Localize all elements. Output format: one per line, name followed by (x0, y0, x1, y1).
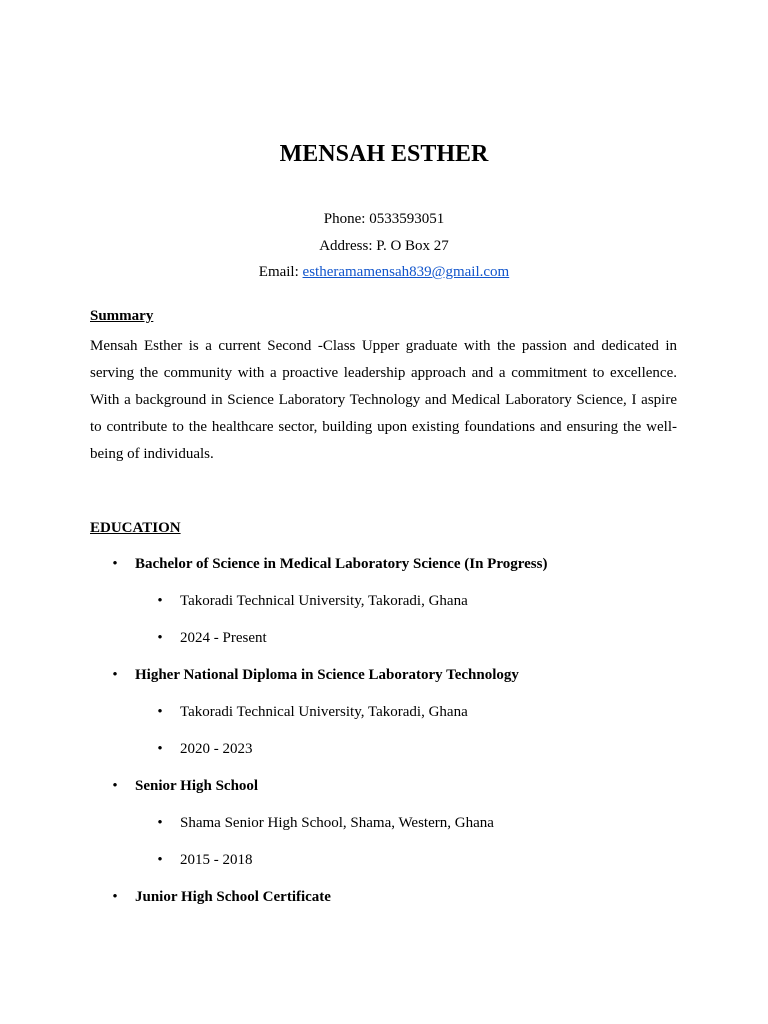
resume-name: MENSAH ESTHER (279, 141, 489, 167)
institution: Takoradi Technical University, Takoradi, Ghana (180, 593, 468, 609)
degree-title: Higher National Diploma in Science Laboratory Technology (135, 667, 519, 683)
education-list (0, 551, 768, 921)
sub-bullet: • (157, 593, 163, 609)
sub-bullet: • (157, 630, 163, 646)
years: 2015 - 2018 (180, 852, 253, 868)
degree-title: Junior High School Certificate (135, 889, 331, 905)
phone-value: 0533593051 (369, 211, 445, 227)
sub-bullet: • (157, 815, 163, 831)
bullet: • (112, 556, 118, 572)
education-entry (0, 884, 768, 921)
bullet: • (112, 667, 118, 683)
education-detail (0, 625, 768, 662)
sub-bullet: • (157, 704, 163, 720)
contact-block (0, 206, 768, 286)
education-heading: EDUCATION (90, 520, 181, 536)
institution: Shama Senior High School, Shama, Western, Ghana (180, 815, 494, 831)
phone-line (0, 206, 768, 233)
education-detail (0, 810, 768, 847)
email-label: Email: (258, 264, 299, 280)
education-detail (0, 847, 768, 884)
summary-heading: Summary (90, 308, 154, 324)
education-detail (0, 736, 768, 773)
education-entry (0, 551, 768, 588)
email-link[interactable]: estheramamensah839@gmail.com (302, 264, 510, 280)
address-label: Address: (319, 237, 373, 254)
address-line (0, 233, 768, 260)
email-line (0, 259, 768, 286)
education-detail (0, 588, 768, 625)
education-detail (0, 699, 768, 736)
degree-title: Senior High School (135, 778, 259, 794)
years: 2024 - Present (180, 630, 267, 646)
summary-text: Mensah Esther is a current Second -Class Upper graduate with the passion and dedicated in serving the community with a proactive leadership approach and a commitment to excellence. With a background in Science Laboratory Technology and Medical Laboratory Science, I aspire to contribute to the healthcare sector, building upon existing foundations and ensuring the well-being of individuals. (90, 338, 677, 462)
sub-bullet: • (157, 852, 163, 868)
institution: Takoradi Technical University, Takoradi, Ghana (180, 704, 468, 720)
phone-label: Phone: (323, 211, 366, 227)
address-value: P. O Box 27 (376, 237, 449, 254)
years: 2020 - 2023 (180, 741, 253, 757)
bullet: • (112, 778, 118, 794)
bullet: • (112, 889, 118, 905)
sub-bullet: • (157, 741, 163, 757)
education-entry (0, 662, 768, 699)
education-entry (0, 773, 768, 810)
degree-title: Bachelor of Science in Medical Laboratory Science (In Progress) (135, 556, 548, 572)
